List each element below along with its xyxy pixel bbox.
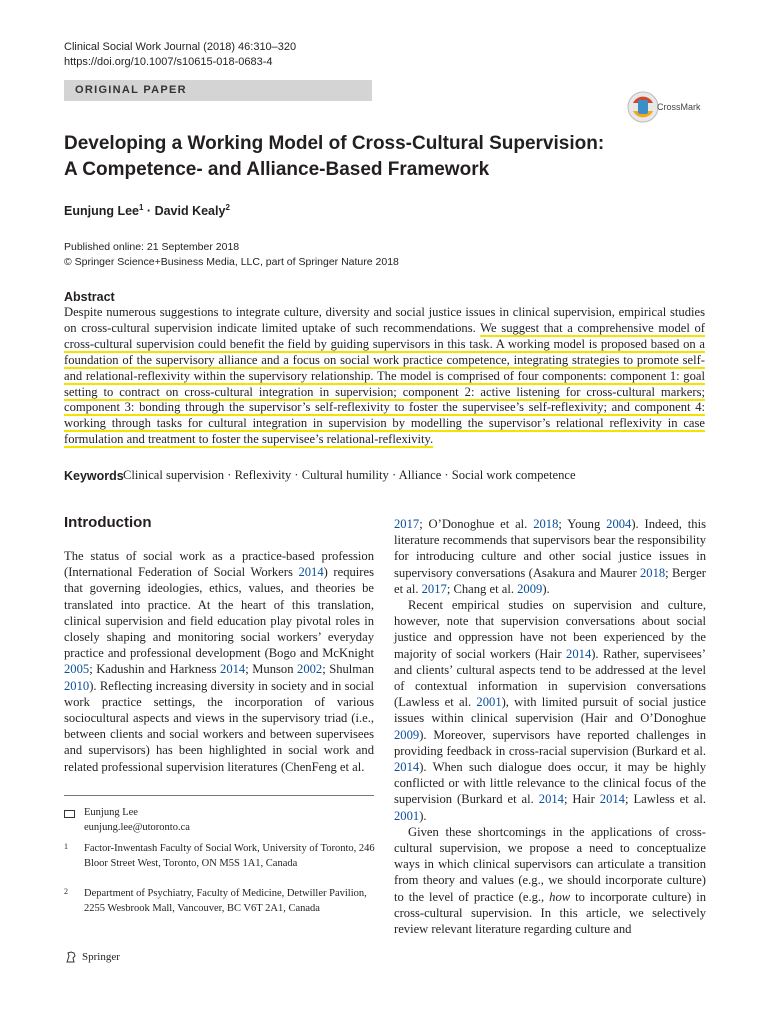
citation-link[interactable]: 2017 [394, 517, 420, 531]
author-affiliation-mark: 1 [139, 203, 144, 212]
envelope-icon [64, 810, 75, 818]
citation-link[interactable]: 2014 [538, 792, 564, 807]
citation-link[interactable]: 2014 [298, 565, 324, 580]
footnote-number: 2 [64, 887, 68, 896]
author-name[interactable]: Eunjung Lee [64, 204, 139, 219]
citation-link[interactable]: 2010 [64, 678, 90, 693]
affiliation-footnote: Department of Psychiatry, Faculty of Medicine, Detwiller Pavilion, 2255 Wesbrook Mall, Vancouver, BC V6T 2A1, Canada [84, 888, 367, 914]
citation-link[interactable]: 2002 [297, 662, 323, 677]
citation-link[interactable]: 2001 [394, 808, 420, 823]
abstract-highlighted-text: We suggest that a comprehensive model of cross-cultural supervision could benefit the field by guiding supervisors in this task. A working model is proposed based on a foundation of the supervisory alliance and a focus on social work practice competence, integrating strategies to promote self- and relational-reflexivity within the supervisory relationship. The model is comprised of four components: component 1: goal setting to contract on cross-cultural integration in supervision; component 2: active listening for cross-cultural markers; component 3: bonding through the supervisor’s self-reflexivity to foster the supervisee’s self-reflexivity; and component 4: working through tasks for cultural integration in supervision by modelling the supervisor’s relational reflexivity in case formulation and treatment to foster the supervisee’s relational-reflexivity. [64, 320, 705, 447]
body-column-left [64, 548, 374, 775]
citation-link[interactable]: 2004 [606, 517, 632, 531]
abstract-body [64, 305, 705, 448]
author-affiliation-mark: 2 [225, 203, 230, 212]
copyright-notice: © Springer Science+Business Media, LLC, part of Springer Nature 2018 [64, 256, 399, 268]
title-line-1: Developing a Working Model of Cross-Cultural Supervision: [64, 133, 605, 154]
corresponding-author [84, 805, 190, 835]
author-name[interactable]: David Kealy [154, 204, 226, 219]
citation-link[interactable]: 2014 [394, 760, 420, 775]
crossmark-label[interactable]: CrossMark [657, 102, 701, 112]
body-column-right [394, 516, 706, 937]
article-title [64, 131, 624, 183]
publication-info [64, 240, 399, 270]
affiliation-footnote: Factor-Inwentash Faculty of Social Work, University of Toronto, 246 Bloor Street West, Toronto, ON M5S 1A1, Canada [84, 843, 375, 869]
footnote-divider [64, 795, 374, 796]
keywords-label: Keywords [64, 469, 124, 483]
publisher-name: Springer [82, 951, 120, 963]
author-separator: · [143, 204, 155, 219]
paragraph: Recent empirical studies on supervision and culture, however, note that supervision conversations about social justice and oppression have not been experienced by the majority of social workers (Hair 2014). Rather, supervisees’ and clients’ cultural aspects tend to be addressed at the level of contextual information in supervision conversations (Lawless et al. 2001), with limited pursuit of social justice issues within clinical supervision (Hair and O’Donoghue 2009). Moreover, supervisors have reported challenges in providing feedback in cross-racial supervision (Burkard et al. 2014). When such dialogue does occur, it may be highly conflicted or with little relevance to the clinical focus of the supervision (Burkard et al. 2014; Hair 2014; Lawless et al. 2001). [394, 598, 706, 823]
citation-link[interactable]: 2014 [599, 792, 625, 807]
doi-link[interactable]: https://doi.org/10.1007/s10615-018-0683-4 [64, 56, 273, 68]
citation-link[interactable]: 2009 [517, 581, 543, 596]
citation-link[interactable]: 2018 [639, 565, 666, 580]
corresponding-author-name: Eunjung Lee [84, 807, 138, 818]
publisher-footer [64, 950, 120, 964]
citation-link[interactable]: 2001 [476, 695, 502, 710]
abstract-text: Despite numerous suggestions to integrate culture, diversity and social justice issues in clinical supervision, empirical studies on cross-cultural supervision indicate limited uptake of such recommendations. [64, 305, 705, 335]
published-date: Published online: 21 September 2018 [64, 241, 240, 253]
emphasis: how [549, 889, 571, 904]
title-line-2: A Competence- and Alliance-Based Framework [64, 159, 490, 180]
author-list [64, 203, 230, 218]
citation-link[interactable]: 2005 [64, 662, 90, 677]
citation-link[interactable]: 2014 [220, 662, 246, 677]
springer-horse-icon [64, 950, 78, 964]
citation-link[interactable]: 2017 [421, 581, 447, 596]
citation-link[interactable]: 2009 [394, 727, 420, 742]
journal-citation: Clinical Social Work Journal (2018) 46:310–320 [64, 41, 297, 53]
citation-link[interactable]: 2018 [533, 517, 559, 531]
introduction-heading: Introduction [64, 514, 152, 531]
keywords-list: Clinical supervision · Reflexivity · Cultural humility · Alliance · Social work competence [123, 468, 576, 482]
footnote-number: 1 [64, 842, 68, 851]
journal-reference [64, 40, 296, 70]
paragraph: 2017; O’Donoghue et al. 2018; Young 2004). Indeed, this literature recommends that supervisors bear the responsibility for introducing culture and other social justice issues in supervisory conversations (Asakura and Maurer 2018; Berger et al. 2017; Chang et al. 2009). [394, 517, 707, 596]
paragraph: Given these shortcomings in the applications of cross-cultural supervision, we propose a need to conceptualize ways in which clinical supervisors can articulate a transition from theory and values (e.g., we should incorporate culture) to the level of practice (e.g., how to incorporate culture) in cross-cultural supervision. In this article, we selectively review relevant literature regarding culture and [394, 824, 706, 937]
abstract-heading: Abstract [64, 290, 115, 304]
corresponding-author-email[interactable]: eunjung.lee@utoronto.ca [84, 822, 190, 833]
paragraph: The status of social work as a practice-based profession (International Federation of Social Workers 2014) requires that governing ideologies, ethics, values, and theories be translated into practice. At the heart of this translation, clinical supervision and field education play pivotal roles in closely shaping and monitoring social workers’ everyday practice and professional development (Bogo and McKnight 2005; Kadushin and Harkness 2014; Munson 2002; Shulman 2010). Reflecting increasing diversity in society and in social work practice settings, the incorporation of various sociocultural aspects and views in the supervisory triad (i.e., between clients and social workers and between supervisees and supervisors) has been highlighted in social work and related professional supervision literatures (ChenFeng et al. [64, 549, 374, 774]
citation-link[interactable]: 2014 [566, 646, 592, 661]
section-label: ORIGINAL PAPER [75, 84, 187, 96]
